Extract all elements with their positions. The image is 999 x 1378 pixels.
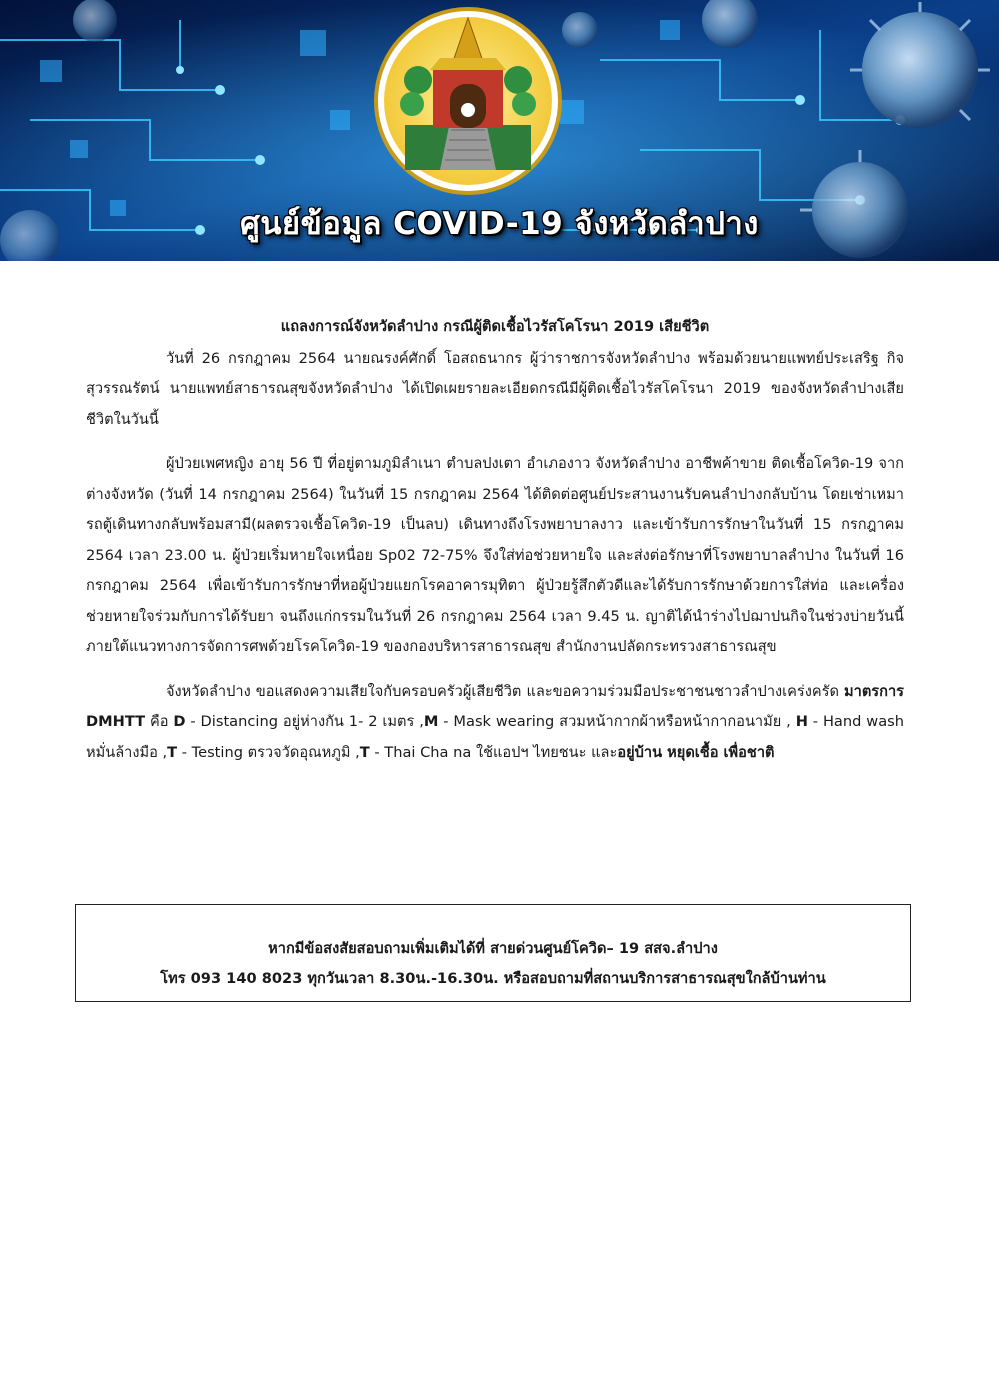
measures-label: มาตรการ DMHTT [86,682,904,730]
measure-t1-letter: T [167,743,178,761]
header-banner [0,0,999,261]
measure-d-text: - Distancing อยู่ห่างกัน 1- 2 เมตร , [185,713,424,730]
paragraph-patient-details: ผู้ป่วยเพศหญิง อายุ 56 ปี ที่อยู่ตามภูมิลำเนา ตำบลปงเตา อำเภองาว จังหวัดลำปาง อาชีพค้าขาย ติดเชื้อโควิด-19 จากต่างจังหวัด (วันที่ 14 กรกฎาคม 2564) ในวันที่ 15 กรกฎาคม 2564 ได้ติดต่อศูนย์ประสานงานรับคนลำปางกลับบ้าน โดยเช่าเหมารถตู้เดินทางกลับพร้อมสามี(ผลตรวจเชื้อโควิด-19 เป็นลบ) เดินทางถึงโรงพยาบาลงาว และเข้ารับการรักษาในวันที่ 15 กรกฎาคม 2564 เวลา 23.00 น. ผู้ป่วยเริ่มหายใจเหนื่อย Sp02 72-75% จึงใส่ท่อช่วยหายใจ และส่งต่อรักษาที่โรงพยาบาลลำปาง ในวันที่ 16 กรกฎาคม 2564 เพื่อเข้ารับการรักษาที่หอผู้ป่วยแยกโรคอาคารมุทิตา ผู้ป่วยรู้สึกตัวดีและได้รับการรักษาด้วยการใส่ท่อ และเครื่องช่วยหายใจร่วมกับการได้รับยา จนถึงแก่กรรมในวันที่ 26 กรกฎาคม 2564 เวลา 9.45 น. ญาติได้นำร่างไปฌาปนกิจในช่วงบ่ายวันนี้ภายใต้แนวทางการจัดการศพด้วยโรคโควิด-19 ของกองบริหารสาธารณสุข สำนักงานปลัดกระทรวงสาธารณสุข [86,455,904,655]
paragraph-announcement: วันที่ 26 กรกฎาคม 2564 นายณรงค์ศักดิ์ โอสถธนากร ผู้ว่าราชการจังหวัดลำปาง พร้อมด้วยนายแพทย์ประเสริฐ กิจสุวรรณรัตน์ นายแพทย์สาธารณสุขจังหวัดลำปาง ได้เปิดเผยรายละเอียดกรณีมีผู้ติดเชื้อไวรัสโคโรนา 2019 ของจังหวัดลำปางเสียชีวิตในวันนี้ [86,349,904,428]
announcement-body [86,312,904,782]
measure-t1-text: - Testing ตรวจวัดอุณหภูมิ , [177,743,360,761]
paragraph-dmhtt-measures [86,677,904,769]
measure-h-text: - Hand wash หมั่นล้างมือ , [86,713,904,761]
hotline-line: หากมีข้อสงสัยสอบถามเพิ่มเติมได้ที่ สายด่วนศูนย์โควิด– 19 สสจ.ลำปาง [268,940,718,957]
closing-slogan: อยู่บ้าน หยุดเชื้อ เพื่อชาติ [617,743,775,761]
measures-is-word: คือ [145,713,174,730]
announcement-title: แถลงการณ์จังหวัดลำปาง กรณีผู้ติดเชื้อไวรัสโคโรนา 2019 เสียชีวิต [280,318,710,335]
measure-h-letter: H [795,713,808,730]
banner-title: ศูนย์ข้อมูล COVID-19 จังหวัดลำปาง [240,206,759,242]
measure-t2-letter: T [359,743,370,761]
lampang-seal-emblem [376,9,560,193]
measures-intro: จังหวัดลำปาง ขอแสดงความเสียใจกับครอบครัวผู้เสียชีวิต และขอความร่วมมือประชาชนชาวลำปางเคร่งครัด [166,682,844,700]
measure-m-letter: M [423,713,439,730]
phone-hours-line: โทร 093 140 8023 ทุกวันเวลา 8.30น.-16.30น. หรือสอบถามที่สถานบริการสาธารณสุขใกล้บ้านท่าน [160,970,826,987]
measure-m-text: - Mask wearing สวมหน้ากากผ้าหรือหน้ากากอนามัย , [438,713,796,730]
measure-d-letter: D [173,713,186,730]
measure-t2-text: - Thai Cha na ใช้แอปฯ ไทยชนะ และ [369,743,618,761]
contact-info-box [75,904,911,1002]
